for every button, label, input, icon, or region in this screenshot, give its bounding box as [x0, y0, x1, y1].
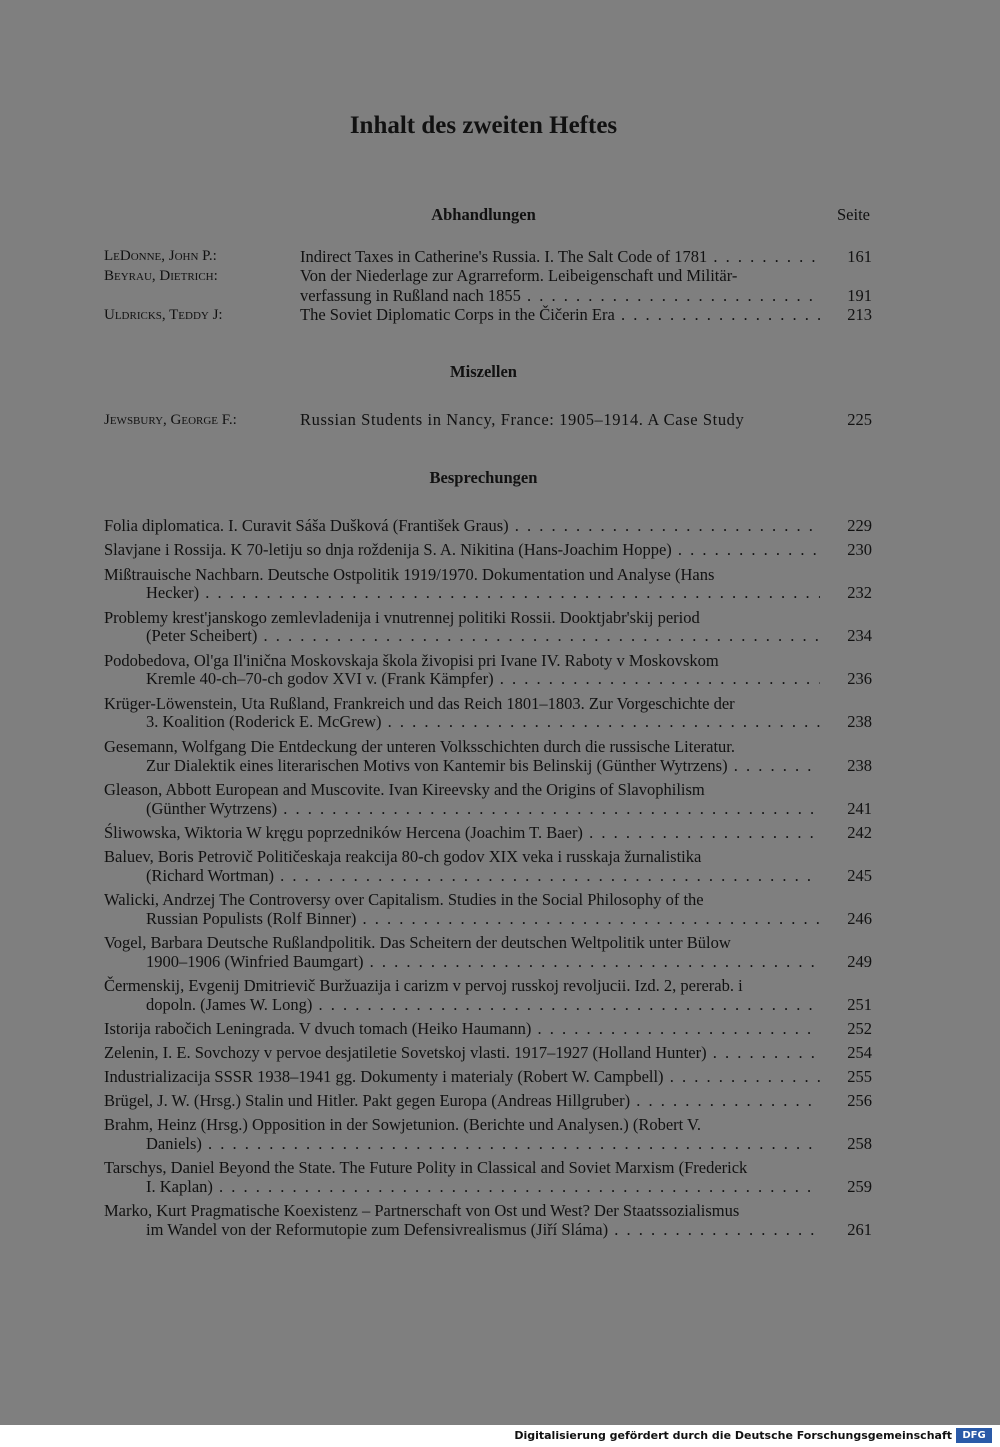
- review-entry-continued: Russian Populists (Rolf Binner) . . .: [146, 909, 820, 929]
- review-entry: Marko, Kurt Pragmatische Koexistenz – Partnerschaft von Ost und West? Der Staatssozialismus: [104, 1201, 740, 1220]
- page-number: 234: [847, 626, 872, 645]
- page-number: 259: [847, 1177, 872, 1196]
- funding-notice: Digitalisierung gefördert durch die Deutsche Forschungsgemeinschaft: [514, 1429, 952, 1442]
- page-number: 249: [847, 952, 872, 971]
- page-number: 232: [847, 583, 872, 602]
- review-entry: Krüger-Löwenstein, Uta Rußland, Frankreich und das Reich 1801–1803. Zur Vorgeschichte der: [104, 694, 735, 713]
- page-title: Inhalt des zweiten Heftes: [349, 112, 618, 139]
- review-entry: Mißtrauische Nachbarn. Deutsche Ostpolitik 1919/1970. Dokumentation und Analyse (Hans: [104, 565, 715, 584]
- section-heading-besprechungen: Besprechungen: [429, 468, 538, 487]
- article-title: Von der Niederlage zur Agrarreform. Leibeigenschaft und Militär-: [300, 266, 738, 285]
- review-entry-continued: Daniels) . . .: [146, 1134, 820, 1154]
- review-entry-continued: im Wandel von der Reformutopie zum Defensivrealismus (Jiří Sláma) . . .: [146, 1220, 820, 1240]
- page-number: 238: [847, 756, 872, 775]
- page-number: 229: [847, 516, 872, 535]
- review-entry-continued: (Richard Wortman) . . .: [146, 866, 820, 886]
- page-number: 238: [847, 712, 872, 731]
- author-name: LeDonne, John P.:: [104, 248, 217, 264]
- section-heading-abhandlungen: Abhandlungen: [431, 205, 536, 224]
- article-title-continued: verfassung in Rußland nach 1855 . . .: [300, 286, 820, 306]
- review-entry: Baluev, Boris Petrovič Političeskaja reakcija 80-ch godov XIX veka i russkaja žurnalistika: [104, 847, 702, 866]
- article-title: The Soviet Diplomatic Corps in the Čičerin Era . . .: [300, 305, 820, 325]
- review-entry: Gesemann, Wolfgang Die Entdeckung der unteren Volksschichten durch die russische Literatur.: [104, 737, 736, 756]
- page-number: 242: [847, 823, 872, 842]
- author-name: Jewsbury, George F.:: [104, 412, 237, 428]
- page-number: 255: [847, 1067, 872, 1086]
- review-entry-continued: 1900–1906 (Winfried Baumgart) . . .: [146, 952, 820, 972]
- article-title: Russian Students in Nancy, France: 1905–1914. A Case Study: [300, 410, 745, 429]
- page-number: 191: [847, 286, 872, 305]
- page-number: 213: [847, 305, 872, 324]
- review-entry: Brahm, Heinz (Hrsg.) Opposition in der Sowjetunion. (Berichte und Analysen.) (Robert V.: [104, 1115, 701, 1134]
- article-title: Indirect Taxes in Catherine's Russia. I. The Salt Code of 1781 . . .: [300, 247, 820, 267]
- page-number: 245: [847, 866, 872, 885]
- review-entry: Problemy krest'janskogo zemlevladenija i vnutrennej politiki Rossii. Dooktjabr'skij period: [104, 608, 700, 627]
- author-name: Beyrau, Dietrich:: [104, 268, 218, 284]
- page-number: 225: [847, 410, 872, 429]
- review-entry: Walicki, Andrzej The Controversy over Capitalism. Studies in the Social Philosophy of the: [104, 890, 704, 909]
- page-number: 161: [847, 247, 872, 266]
- review-entry-continued: (Peter Scheibert) . . .: [146, 626, 820, 646]
- page-number: 246: [847, 909, 872, 928]
- review-entry: Tarschys, Daniel Beyond the State. The Future Polity in Classical and Soviet Marxism (Frederick: [104, 1158, 748, 1177]
- page-number: 236: [847, 669, 872, 688]
- review-entry: Śliwowska, Wiktoria W kręgu poprzedników Hercena (Joachim T. Baer) . . .: [104, 823, 820, 843]
- page-number: 251: [847, 995, 872, 1014]
- seite-label: Seite: [837, 205, 870, 224]
- review-entry: Gleason, Abbott European and Muscovite. Ivan Kireevsky and the Origins of Slavophilism: [104, 780, 705, 799]
- review-entry: Podobedova, Ol'ga Il'inična Moskovskaja škola živopisi pri Ivane IV. Raboty v Moskovskom: [104, 651, 719, 670]
- page-number: 230: [847, 540, 872, 559]
- review-entry-continued: 3. Koalition (Roderick E. McGrew) . . .: [146, 712, 820, 732]
- review-entry: Slavjane i Rossija. K 70-letiju so dnja roždenija S. A. Nikitina (Hans-Joachim Hoppe) . . .: [104, 540, 820, 560]
- review-entry: Folia diplomatica. I. Curavit Sáša Dušková (František Graus) . . .: [104, 516, 820, 536]
- review-entry: Čermenskij, Evgenij Dmitrievič Buržuazija i carizm v pervoj russkoj revoljucii. Izd. 2, pererab. i: [104, 976, 743, 995]
- section-heading-miszellen: Miszellen: [450, 362, 517, 381]
- review-entry: Brügel, J. W. (Hrsg.) Stalin und Hitler. Pakt gegen Europa (Andreas Hillgruber) . . .: [104, 1091, 820, 1111]
- review-entry: Industrializacija SSSR 1938–1941 gg. Dokumenty i materialy (Robert W. Campbell) . . .: [104, 1067, 820, 1087]
- review-entry-continued: Zur Dialektik eines literarischen Motivs von Kantemir bis Belinskij (Günther Wytrzens) . . .: [146, 756, 820, 776]
- review-entry-continued: dopoln. (James W. Long) . . .: [146, 995, 820, 1015]
- review-entry-continued: (Günther Wytrzens) . . .: [146, 799, 820, 819]
- review-entry: Istorija rabočich Leningrada. V dvuch tomach (Heiko Haumann) . . .: [104, 1019, 820, 1039]
- review-entry-continued: I. Kaplan) . . .: [146, 1177, 820, 1197]
- dfg-logo-icon: DFG: [956, 1428, 992, 1443]
- review-entry-continued: Kremle 40-ch–70-ch godov XVI v. (Frank Kämpfer) . . .: [146, 669, 820, 689]
- page-number: 254: [847, 1043, 872, 1062]
- footer-bar: [0, 1425, 1000, 1447]
- page-number: 258: [847, 1134, 872, 1153]
- review-entry: Vogel, Barbara Deutsche Rußlandpolitik. Das Scheitern der deutschen Weltpolitik unter Bülow: [104, 933, 731, 952]
- page-number: 241: [847, 799, 872, 818]
- page-number: 256: [847, 1091, 872, 1110]
- author-name: Uldricks, Teddy J:: [104, 307, 223, 323]
- review-entry: Zelenin, I. E. Sovchozy v pervoe desjatiletie Sovetskoj vlasti. 1917–1927 (Holland Hunter) . . .: [104, 1043, 820, 1063]
- review-entry-continued: Hecker) . . .: [146, 583, 820, 603]
- page-number: 252: [847, 1019, 872, 1038]
- page-number: 261: [847, 1220, 872, 1239]
